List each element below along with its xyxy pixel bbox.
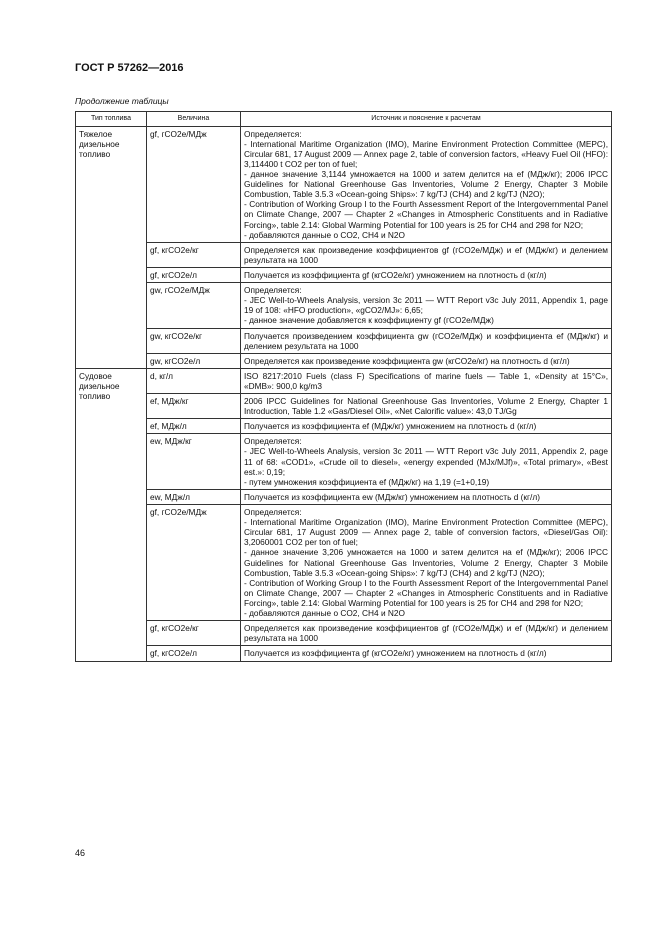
- source-paragraph: Определяется:: [244, 128, 302, 139]
- source-paragraph: - путем умножения коэффициента ef (МДж/кг) на 1,19 (=1+0,19): [244, 476, 490, 487]
- page-number: 46: [75, 848, 86, 858]
- source-cell: [241, 368, 612, 393]
- source-cell: [241, 267, 612, 282]
- source-cell: [241, 283, 612, 328]
- source-cell: [241, 353, 612, 368]
- table-row: [76, 489, 612, 504]
- quantity-cell: gf, гCO2е/МДж: [147, 505, 241, 621]
- table-row: [76, 267, 612, 282]
- quantity-cell: ef, МДж/кг: [147, 394, 241, 419]
- column-header-source: Источник и пояснение к расчетам: [241, 112, 612, 127]
- quantity-cell: gf, кгCO2е/л: [147, 646, 241, 661]
- column-header-fuel-type: Тип топлива: [76, 112, 147, 127]
- quantity-cell: ef, МДж/л: [147, 419, 241, 434]
- table-row: [76, 434, 612, 490]
- table-continuation-caption: Продолжение таблицы: [75, 96, 169, 106]
- quantity-cell: gf, гCO2е/МДж: [147, 126, 241, 242]
- fuel-factors-table: [75, 111, 612, 662]
- table-row: [76, 394, 612, 419]
- source-paragraph: - данное значение 3,206 умножается на 1000 и затем делится на ef (МДж/кг); 2006 IPCC Guidelines for National Greenhouse Gas Inventories, Volume 2 Energy, Chapter 3 Mobile Combustion, Table 3.5.3 «Ocean-going Ships»: 7 kg/TJ (CH4) and 2 kg/TJ (N2O);: [244, 547, 608, 578]
- source-paragraph: - International Maritime Organization (IMO), Marine Environment Protection Committee (MEPC), Circular 681, 17 August 2009 — Annex page 2, table of conversion factors, «Heavy Fuel Oil (HFO): 3,114400 t CO2 per ton of fuel;: [244, 138, 608, 169]
- quantity-cell: gw, кгCO2е/л: [147, 353, 241, 368]
- source-paragraph: - JEC Well-to-Wheels Analysis, version 3c 2011 — WTT Report v3c July 2011, Appendix 2, page 11 of 68: «COD1», «Crude oil to diesel», «energy expended (MJx/MJf)», «Total primary», «Best est.»: 0,19;: [244, 446, 608, 477]
- source-paragraph: - добавляются данные о CO2, CH4 и N2O: [244, 608, 405, 619]
- source-cell: [241, 621, 612, 646]
- source-cell: [241, 419, 612, 434]
- source-paragraph: - добавляются данные о CO2, CH4 и N2O: [244, 229, 405, 240]
- table-row: [76, 126, 612, 242]
- quantity-cell: gf, кгCO2е/кг: [147, 621, 241, 646]
- quantity-cell: ew, МДж/кг: [147, 434, 241, 490]
- table-row: [76, 419, 612, 434]
- source-paragraph: - Contribution of Working Group I to the Fourth Assessment Report of the Intergovernmental Panel on Climate Change, 2007 — Chapter 2 «Changes in Atmospheric Constituents and in Radiative Forcing», table 2.14: Global Warming Potential for 100 years is 25 for CH4 and 298 for N2O;: [244, 199, 608, 230]
- column-header-quantity: Величина: [147, 112, 241, 127]
- source-cell: [241, 646, 612, 661]
- source-paragraph: Получается из коэффициента ef (МДж/кг) умножением на плотность d (кг/л): [244, 421, 537, 432]
- table-header-row: [76, 112, 612, 127]
- source-paragraph: Определяется:: [244, 285, 302, 296]
- source-cell: [241, 394, 612, 419]
- source-paragraph: - данное значение 3,1144 умножается на 1000 и затем делится на ef (МДж/кг); 2006 IPCC Guidelines for National Greenhouse Gas Inventories, Volume 2 Energy, Chapter 3 Mobile Combustion, Table 3.5.3 «Ocean-going Ships»: 7 kg/TJ (CH4) and 2 kg/TJ (N2O);: [244, 168, 608, 200]
- source-paragraph: - International Maritime Organization (IMO), Marine Environment Protection Committee (MEPC), Circular 681, 17 August 2009 — Annex page 2, table of conversion factors, «Diesel/Gas Oil): 3,2060001 CO2 per ton of fuel;: [244, 517, 608, 548]
- source-paragraph: Определяется:: [244, 436, 302, 447]
- quantity-cell: d, кг/л: [147, 368, 241, 393]
- source-paragraph: Определяется как произведение коэффициентов gf (гCO2е/МДж) и ef (МДж/кг) и делением результата на 1000: [244, 623, 608, 644]
- table-row: [76, 283, 612, 328]
- quantity-cell: gf, кгCO2е/л: [147, 267, 241, 282]
- source-paragraph: Получается произведением коэффициента gw (гCO2е/МДж) и коэффициента ef (МДж/кг) и делением результата на 1000: [244, 330, 608, 351]
- table-body: [76, 126, 612, 661]
- table-row: [76, 368, 612, 393]
- table-row: [76, 505, 612, 621]
- table-row: [76, 242, 612, 267]
- document-header: ГОСТ Р 57262—2016: [75, 62, 184, 74]
- source-paragraph: Получается из коэффициента gf (кгCO2е/кг) умножением на плотность d (кг/л): [244, 648, 547, 659]
- table-row: [76, 353, 612, 368]
- table-row: [76, 646, 612, 661]
- table-row: [76, 621, 612, 646]
- source-paragraph: - Contribution of Working Group I to the Fourth Assessment Report of the Intergovernmental Panel on Climate Change, 2007 — Chapter 2 «Changes in Atmospheric Constituents and in Radiative Forcing», table 2.14: Global Warming Potential for 100 years is 25 for CH4 and 298 for N2O;: [244, 577, 608, 609]
- source-paragraph: ISO 8217:2010 Fuels (class F) Specifications of marine fuels — Table 1, «Density at 15°С», «DMB»: 900,0 kg/m3: [244, 370, 608, 391]
- source-cell: [241, 434, 612, 490]
- source-cell: [241, 489, 612, 504]
- source-cell: [241, 126, 612, 242]
- quantity-cell: gf, кгCO2е/кг: [147, 242, 241, 267]
- source-paragraph: 2006 IPCC Guidelines for National Greenhouse Gas Inventories, Volume 2 Energy, Chapter 1 Introduction, Table 1.2 «Gas/Diesel Oil», «Net Calorific value»: 43,0 TJ/Gg: [244, 396, 608, 417]
- quantity-cell: gw, гCO2е/МДж: [147, 283, 241, 328]
- source-paragraph: Определяется:: [244, 507, 302, 518]
- source-paragraph: - данное значение добавляется к коэффициенту gf (гCO2е/МДж): [244, 315, 494, 326]
- quantity-cell: gw, кгCO2е/кг: [147, 328, 241, 353]
- source-cell: [241, 242, 612, 267]
- fuel-type-cell: Тяжелое дизельное топливо: [76, 126, 147, 368]
- source-cell: [241, 505, 612, 621]
- source-cell: [241, 328, 612, 353]
- source-paragraph: Определяется как произведение коэффициента gw (кгCO2е/кг) на плотность d (кг/л): [244, 355, 570, 366]
- source-paragraph: - JEC Well-to-Wheels Analysis, version 3c 2011 — WTT Report v3c July 2011, Appendix 1, page 19 of 108: «HFO production», «gCO2/MJ»: 6,65;: [244, 295, 608, 316]
- source-paragraph: Получается из коэффициента ew (МДж/кг) умножением на плотность d (кг/л): [244, 491, 540, 502]
- source-paragraph: Получается из коэффициента gf (кгCO2е/кг) умножением на плотность d (кг/л): [244, 269, 547, 280]
- source-paragraph: Определяется как произведение коэффициентов gf (гCO2е/МДж) и ef (МДж/кг) и делением результата на 1000: [244, 244, 608, 265]
- fuel-type-cell: Судовое дизельное топливо: [76, 368, 147, 661]
- quantity-cell: ew, МДж/л: [147, 489, 241, 504]
- table-row: [76, 328, 612, 353]
